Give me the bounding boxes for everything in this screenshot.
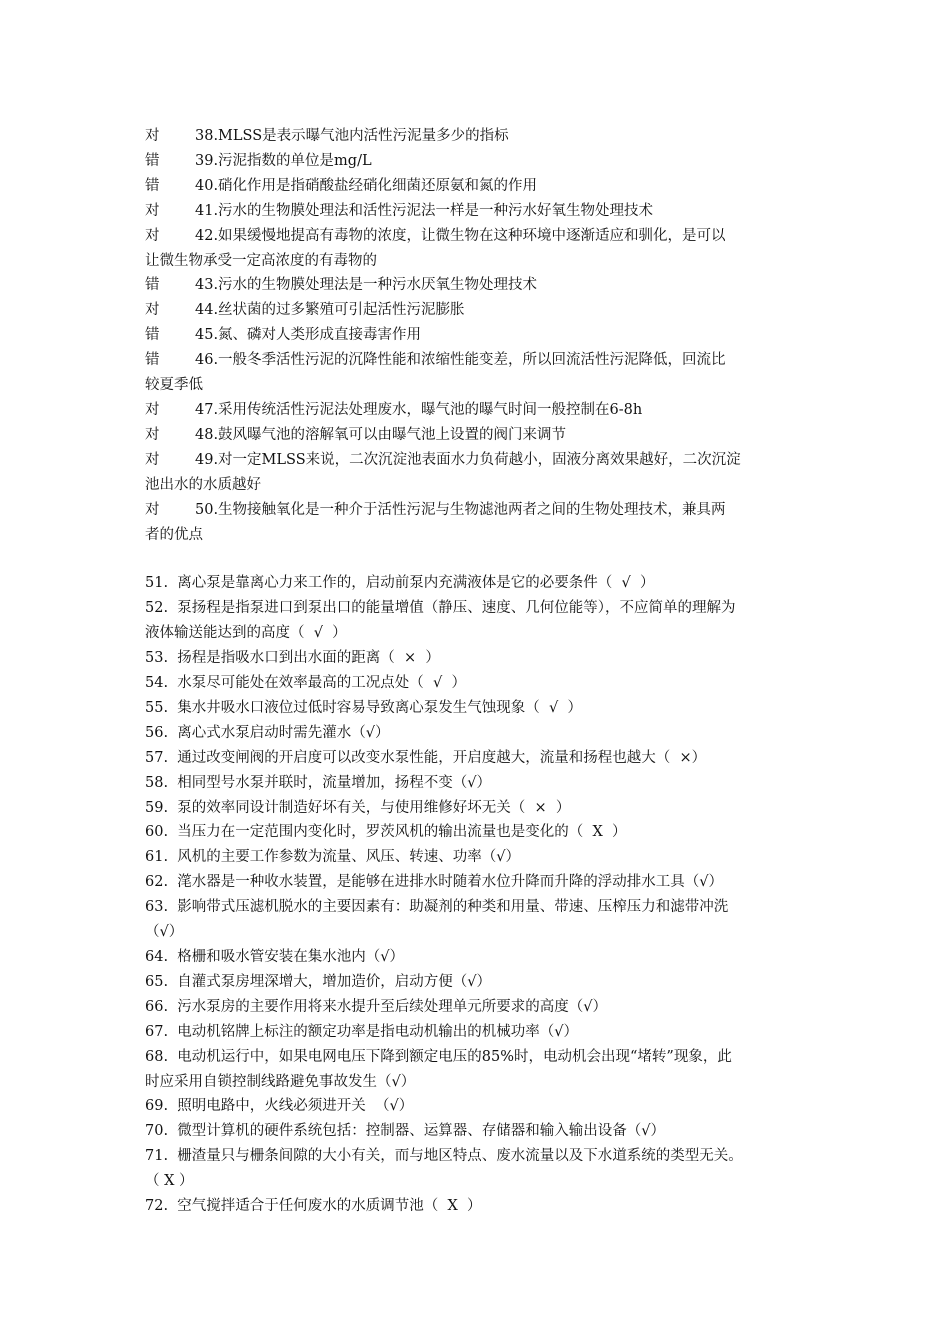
question-text-continuation: 液体输送能达到的高度（ √ ） bbox=[145, 625, 347, 642]
judgment-section bbox=[145, 124, 815, 547]
answer-mark: 错 bbox=[145, 177, 160, 194]
document-page bbox=[145, 124, 815, 1219]
answer-mark: 对 bbox=[145, 128, 160, 144]
item-text: 43.污水的生物膜处理法是一种污水厌氧生物处理技术 bbox=[195, 277, 538, 294]
question-item: 61. 风机的主要工作参数为流量、风压、转速、功率（√） bbox=[145, 849, 521, 866]
question-item: 60. 当压力在一定范围内变化时，罗茨风机的输出流量也是变化的（ X ） bbox=[145, 824, 627, 841]
question-item: 57. 通过改变闸阀的开启度可以改变水泵性能，开启度越大，流量和扬程也越大（ ×） bbox=[145, 749, 707, 766]
item-text-continuation: 者的优点 bbox=[145, 526, 203, 543]
question-item: 63. 影响带式压滤机脱水的主要因素有：助凝剂的种类和用量、带速、压榨压力和滤带冲洗 bbox=[145, 899, 729, 916]
judgment-item bbox=[145, 423, 815, 448]
answer-mark: 对 bbox=[145, 227, 160, 244]
item-text: 44.丝状菌的过多繁殖可引起活性污泥膨胀 bbox=[195, 302, 465, 319]
judgment-item bbox=[145, 498, 815, 523]
judgment-item bbox=[145, 398, 815, 423]
answer-mark: 对 bbox=[145, 202, 160, 219]
item-text-continuation: 较夏季低 bbox=[145, 377, 203, 394]
item-text: 46.一般冬季活性污泥的沉降性能和浓缩性能变差，所以回流活性污泥降低，回流比 bbox=[195, 352, 726, 369]
answer-mark: 对 bbox=[145, 302, 160, 319]
answer-mark: 对 bbox=[145, 451, 160, 468]
question-text-continuation: 时应采用自锁控制线路避免事故发生（√） bbox=[145, 1073, 416, 1090]
question-item: 72. 空气搅拌适合于任何废水的水质调节池（ X ） bbox=[145, 1198, 482, 1215]
item-text: 38.MLSS是表示曝气池内活性污泥量多少的指标 bbox=[195, 128, 509, 144]
question-item: 54. 水泵尽可能处在效率最高的工况点处（ √ ） bbox=[145, 675, 466, 692]
question-item: 53. 扬程是指吸水口到出水面的距离（ × ） bbox=[145, 650, 440, 667]
question-item: 51. 离心泵是靠离心力来工作的，启动前泵内充满液体是它的必要条件（ √ ） bbox=[145, 575, 655, 592]
question-item: 52. 泵扬程是指泵进口到泵出口的能量增值（静压、速度、几何位能等），不应简单的理解为 bbox=[145, 600, 736, 617]
answer-mark: 错 bbox=[145, 327, 160, 344]
judgment-item bbox=[145, 149, 815, 174]
item-text: 45.氮、磷对人类形成直接毒害作用 bbox=[195, 327, 422, 344]
question-item: 58. 相同型号水泵并联时，流量增加，扬程不变（√） bbox=[145, 774, 492, 791]
question-item: 68. 电动机运行中，如果电网电压下降到额定电压的85%时，电动机会出现“堵转”现象，此 bbox=[145, 1048, 732, 1065]
answer-mark: 错 bbox=[145, 277, 160, 294]
judgment-item bbox=[145, 199, 815, 224]
question-item: 65. 自灌式泵房埋深增大，增加造价，启动方便（√） bbox=[145, 973, 492, 990]
item-text: 42.如果缓慢地提高有毒物的浓度，让微生物在这种环境中逐渐适应和驯化，是可以 bbox=[195, 227, 726, 244]
judgment-item bbox=[145, 298, 815, 323]
question-item: 62. 滗水器是一种收水装置，是能够在进排水时随着水位升降而升降的浮动排水工具（√） bbox=[145, 874, 724, 891]
item-text: 41.污水的生物膜处理法和活性污泥法一样是一种污水好氧生物处理技术 bbox=[195, 202, 654, 219]
judgment-item bbox=[145, 273, 815, 298]
item-text: 50.生物接触氧化是一种介于活性污泥与生物滤池两者之间的生物处理技术，兼具两 bbox=[195, 501, 726, 518]
item-text-continuation: 池出水的水质越好 bbox=[145, 476, 261, 493]
question-item: 67. 电动机铭牌上标注的额定功率是指电动机输出的机械功率（√） bbox=[145, 1023, 579, 1040]
judgment-item bbox=[145, 448, 815, 473]
question-item: 55. 集水井吸水口液位过低时容易导致离心泵发生气蚀现象（ √ ） bbox=[145, 699, 582, 716]
question-text-continuation: （ X ） bbox=[145, 1173, 194, 1190]
item-text: 49.对一定MLSS来说，二次沉淀池表面水力负荷越小，固液分离效果越好，二次沉淀 bbox=[195, 451, 741, 468]
item-text: 47.采用传统活性污泥法处理废水，曝气池的曝气时间一般控制在6-8h bbox=[195, 401, 643, 418]
answer-mark: 错 bbox=[145, 352, 160, 369]
question-item: 56. 离心式水泵启动时需先灌水（√） bbox=[145, 724, 390, 741]
question-item: 69. 照明电路中，火线必须进开关 （√） bbox=[145, 1098, 414, 1115]
judgment-item bbox=[145, 323, 815, 348]
section-spacer bbox=[145, 547, 815, 571]
answer-mark: 错 bbox=[145, 152, 160, 169]
item-text: 40.硝化作用是指硝酸盐经硝化细菌还原氨和氮的作用 bbox=[195, 177, 538, 194]
judgment-item bbox=[145, 124, 815, 149]
question-item: 71. 栅渣量只与栅条间隙的大小有关，而与地区特点、废水流量以及下水道系统的类型无关。 bbox=[145, 1148, 743, 1165]
question-item: 70. 微型计算机的硬件系统包括：控制器、运算器、存储器和输入输出设备（√） bbox=[145, 1123, 666, 1140]
question-item: 59. 泵的效率同设计制造好坏有关，与使用维修好坏无关（ × ） bbox=[145, 799, 571, 816]
answer-mark: 对 bbox=[145, 401, 160, 418]
item-text: 39.污泥指数的单位是mg/L bbox=[195, 152, 372, 169]
answer-mark: 对 bbox=[145, 501, 160, 518]
question-item: 66. 污水泵房的主要作用将来水提升至后续处理单元所要求的高度（√） bbox=[145, 998, 608, 1015]
question-text-continuation: （√） bbox=[145, 924, 184, 941]
question-item: 64. 格栅和吸水管安装在集水池内（√） bbox=[145, 949, 405, 965]
question-section bbox=[145, 571, 815, 1219]
item-text-continuation: 让微生物承受一定高浓度的有毒物的 bbox=[145, 252, 377, 269]
judgment-item bbox=[145, 174, 815, 199]
judgment-item bbox=[145, 348, 815, 373]
answer-mark: 对 bbox=[145, 426, 160, 443]
item-text: 48.鼓风曝气池的溶解氧可以由曝气池上设置的阀门来调节 bbox=[195, 426, 567, 443]
judgment-item bbox=[145, 224, 815, 249]
